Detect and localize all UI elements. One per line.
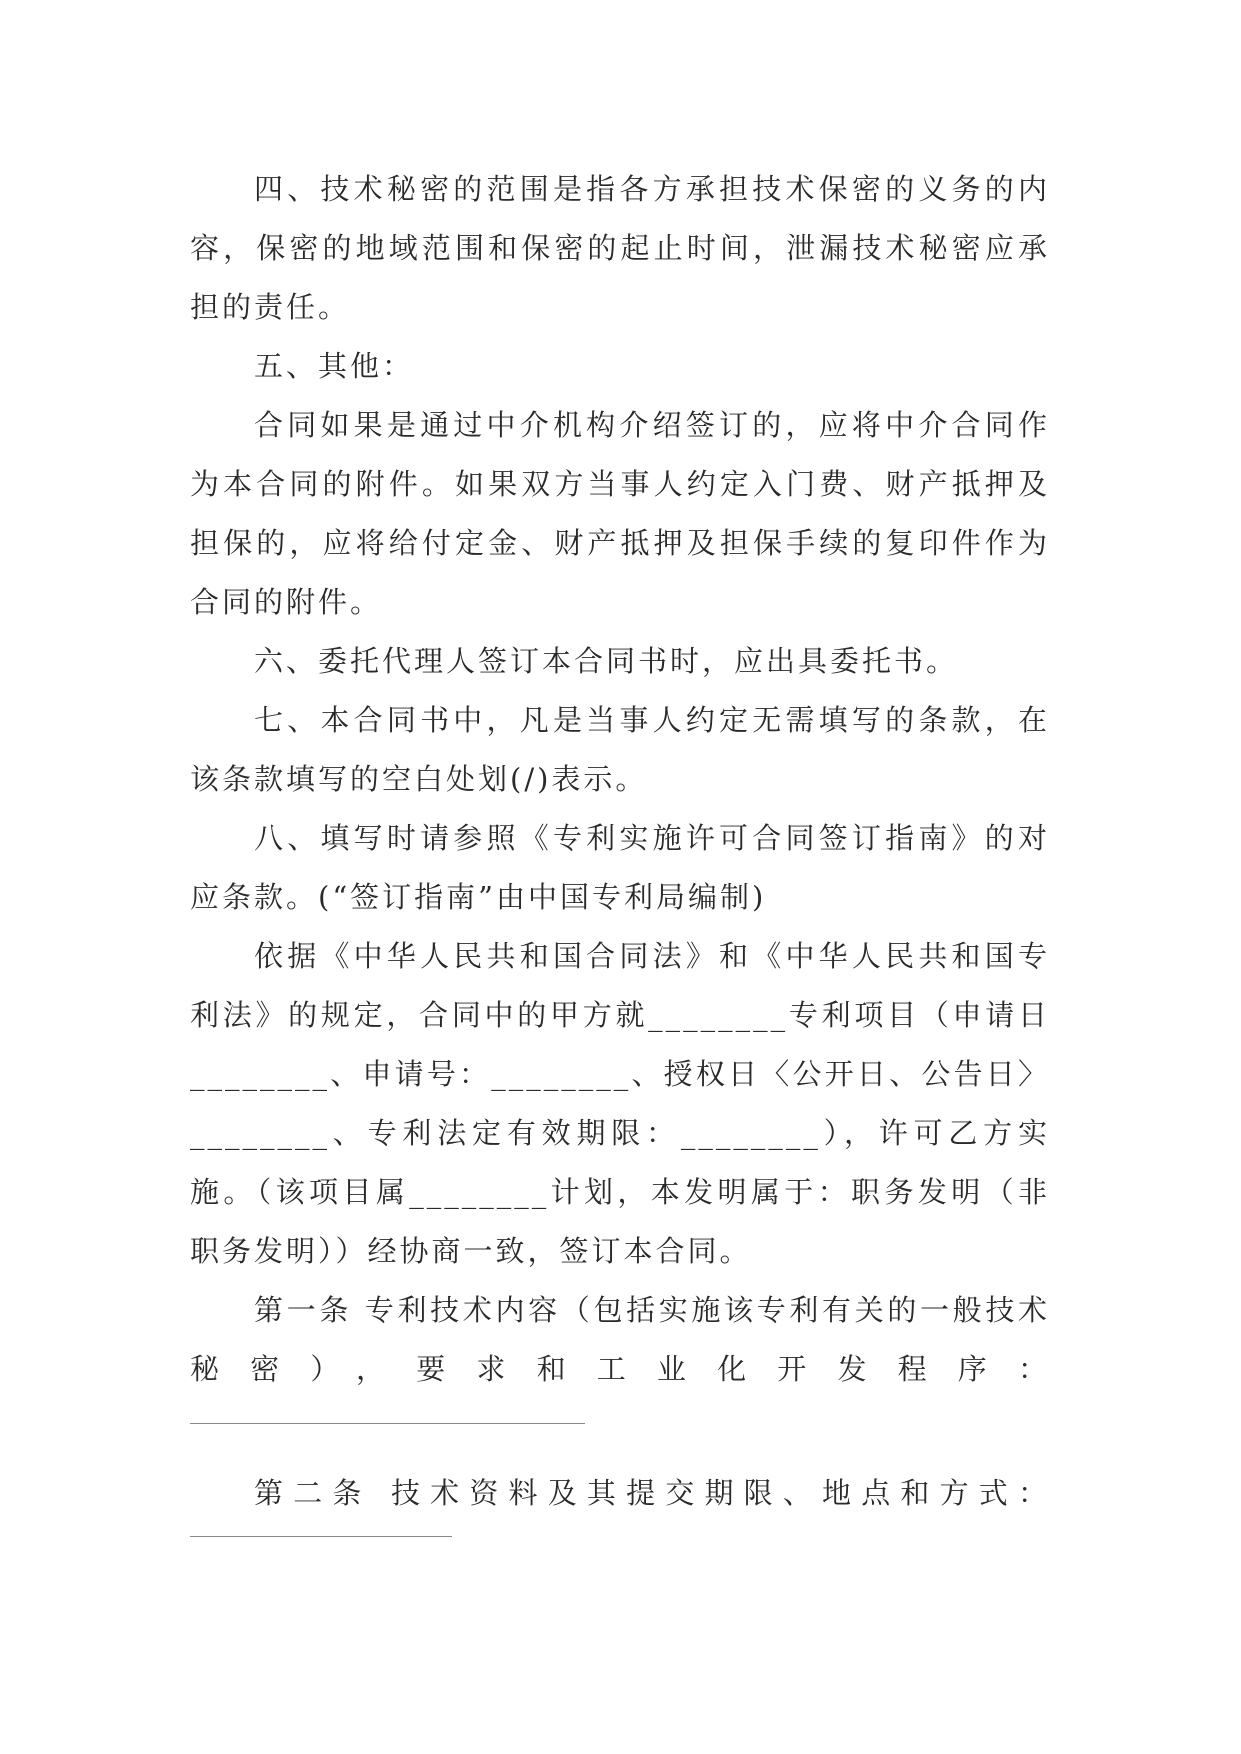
fill-in-line-article-1	[190, 1423, 585, 1424]
paragraph-item-7: 七、本合同书中，凡是当事人约定无需填写的条款，在该条款填写的空白处划(/)表示。	[190, 703, 1050, 796]
article-2-block	[190, 1464, 1050, 1523]
article-2: 第二条 技术资料及其提交期限、地点和方式：	[254, 1476, 1050, 1510]
paragraph-item-5-heading: 五、其他：	[254, 349, 415, 383]
paragraph-item-6: 六、委托代理人签订本合同书时，应出具委托书。	[254, 644, 959, 678]
document-body	[190, 160, 1050, 1399]
fill-in-line-article-2	[190, 1536, 452, 1537]
paragraph-item-8: 八、填写时请参照《专利实施许可合同签订指南》的对应条款。(“签订指南”由中国专利局编制)	[190, 821, 1050, 914]
paragraph-contract-preamble: 依据《中华人民共和国合同法》和《中华人民共和国专利法》的规定，合同中的甲方就________专利项目（申请日________、申请号：________、授权日〈公开日、公告日〉________、专利法定有效期限：________），许可乙方实施。（该项目属________计划，本发明属于：职务发明（非职务发明））经协商一致，签订本合同。	[190, 939, 1050, 1268]
paragraph-item-4: 四、技术秘密的范围是指各方承担技术保密的义务的内容，保密的地域范围和保密的起止时间，泄漏技术秘密应承担的责任。	[190, 172, 1050, 324]
article-1: 第一条 专利技术内容（包括实施该专利有关的一般技术秘密），要求和工业化开发程序：	[190, 1293, 1050, 1386]
paragraph-item-5-body: 合同如果是通过中介机构介绍签订的，应将中介合同作为本合同的附件。如果双方当事人约定入门费、财产抵押及担保的，应将给付定金、财产抵押及担保手续的复印件作为合同的附件。	[190, 408, 1050, 619]
